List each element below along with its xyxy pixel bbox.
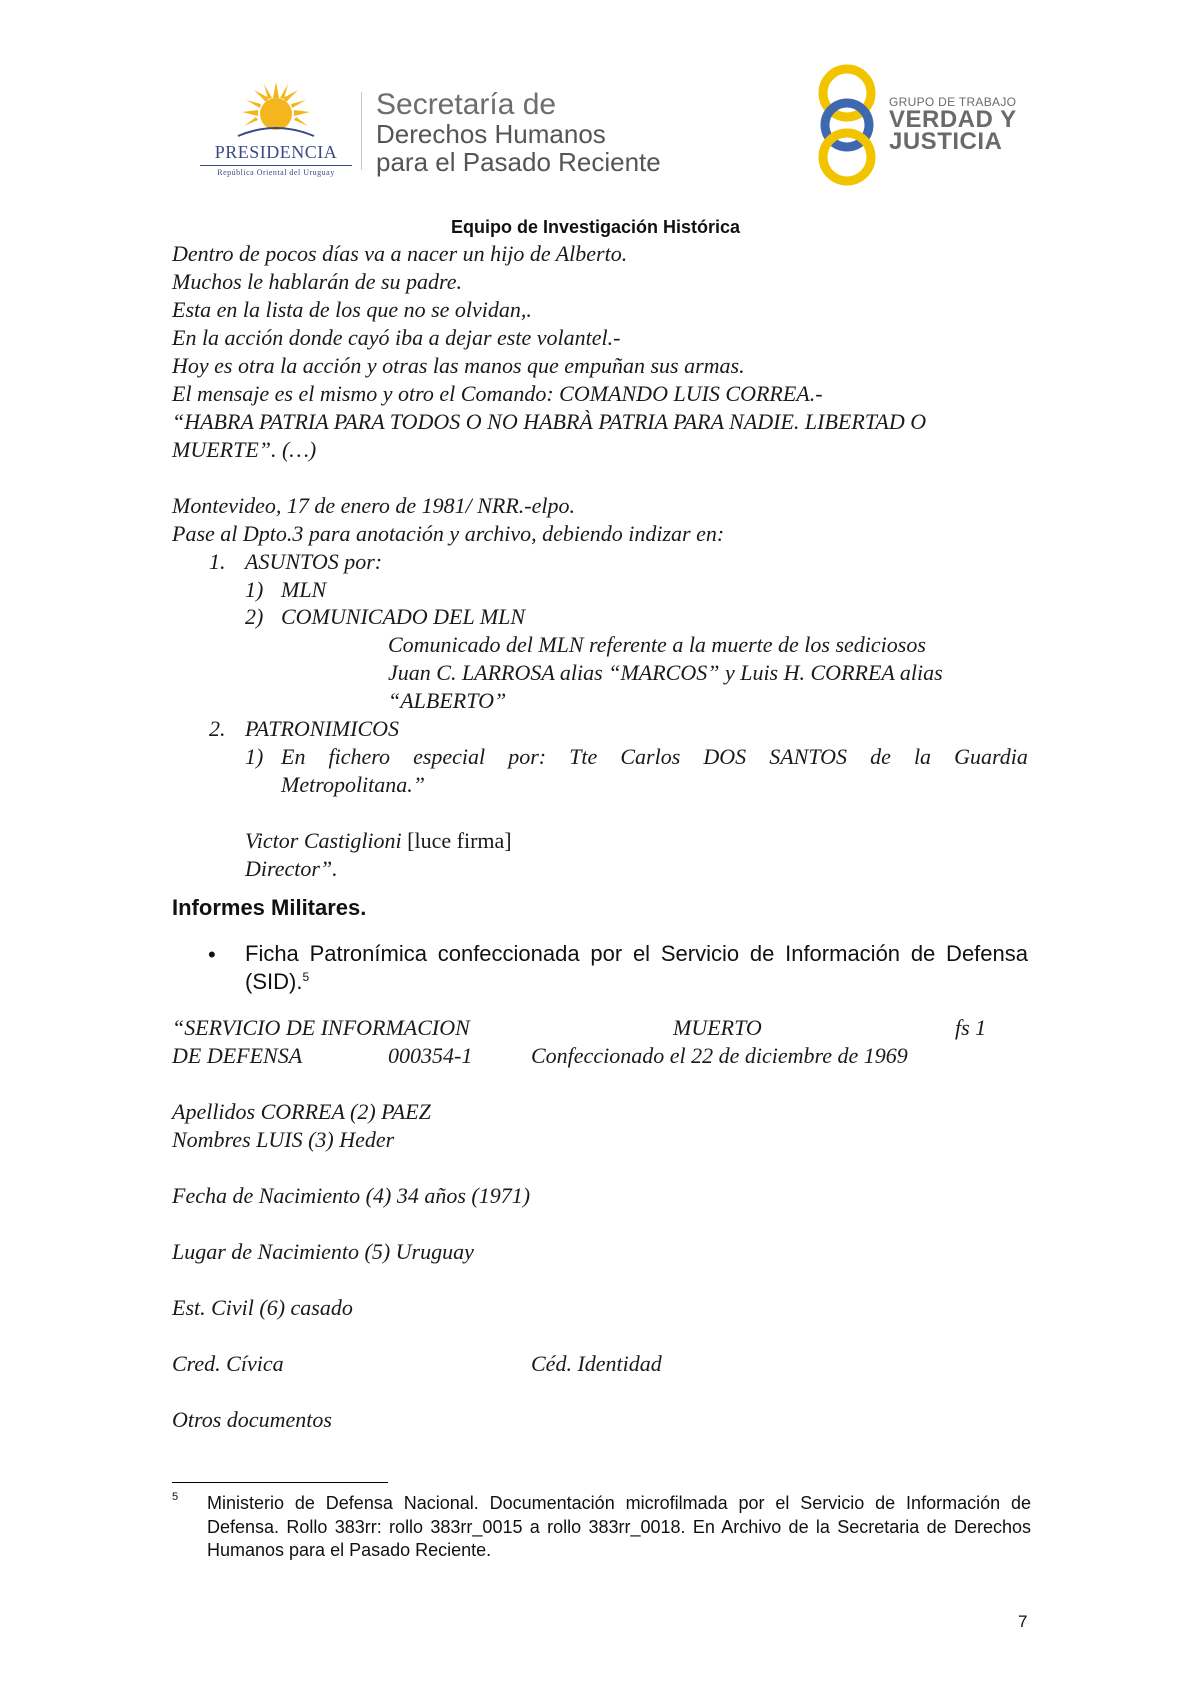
comunicado-line: Juan C. LARROSA alias “MARCOS” y Luis H. CORREA alias [388, 660, 943, 685]
quote-line: MUERTE”. (…) [172, 437, 317, 462]
footnote-number: 5 [172, 1491, 179, 1503]
word: Carlos [620, 744, 681, 769]
sublist-num: 2) [245, 604, 264, 629]
ficha-apellidos: Apellidos CORREA (2) PAEZ [172, 1099, 431, 1124]
sublist-num: 1) [245, 744, 264, 769]
gtvj-text [889, 95, 1017, 153]
page-number: 7 [1018, 1612, 1028, 1631]
memo-instruction: Pase al Dpto.3 para anotación y archivo, debiendo indizar en: [172, 521, 725, 546]
ficha-header-2: DE DEFENSA [172, 1043, 303, 1068]
quote-line: El mensaje es el mismo y otro el Comando: COMANDO LUIS CORREA.- [172, 381, 823, 406]
presidencia-logo [196, 80, 356, 184]
gtvj-logo [815, 63, 1025, 187]
footnote-rule [172, 1482, 388, 1483]
secretaria-line-2: Derechos Humanos [376, 119, 606, 149]
bullet-text-body: Ficha Patronímica confeccionada por el Servicio de Información de Defensa (SID). [245, 941, 1028, 994]
quote-line: “HABRA PATRIA PARA TODOS O NO HABRÀ PATRIA PARA NADIE. LIBERTAD O [172, 409, 927, 434]
ficha-fecha-nac: Fecha de Nacimiento (4) 34 años (1971) [172, 1183, 531, 1208]
signer-line [245, 827, 512, 855]
word: especial [413, 744, 486, 769]
comunicado-line: “ALBERTO” [388, 688, 507, 713]
quote-line: Muchos le hablarán de su padre. [172, 269, 463, 294]
ficha-status: MUERTO [673, 1015, 762, 1040]
word: de [870, 744, 891, 769]
comunicado-line: Comunicado del MLN referente a la muerte de los sediciosos [388, 632, 926, 657]
signer-title: Director”. [245, 856, 338, 881]
sublist-label-comunicado: COMUNICADO DEL MLN [281, 604, 526, 629]
team-heading: Equipo de Investigación Histórica [450, 217, 741, 237]
quote-line: Esta en la lista de los que no se olvidan,. [172, 297, 532, 322]
ficha-folio: fs 1 [955, 1015, 987, 1040]
list-num: 1. [209, 549, 226, 574]
sublist-label-mln: MLN [281, 577, 327, 602]
word: DOS [703, 744, 747, 769]
word: Tte [569, 744, 598, 769]
presidencia-label: PRESIDENCIA [214, 142, 338, 162]
sun-icon [236, 80, 316, 146]
presidencia-sublabel: República Oriental del Uruguay [217, 168, 335, 177]
secretaria-line-3: para el Pasado Reciente [376, 147, 661, 177]
gtvj-line-1: GRUPO DE TRABAJO [889, 95, 1017, 109]
bullet-text [245, 940, 1028, 996]
footnote-text: Ministerio de Defensa Nacional. Documentación microfilmada por el Servicio de Información de Defensa. Rollo 383rr: rollo 383rr_0015 a rollo 383rr_0018. En Archivo de la Secretaria de Derechos Humanos para el Pasado Reciente. [207, 1493, 1031, 1560]
list-label-asuntos: ASUNTOS por: [245, 549, 383, 574]
ficha-est-civil: Est. Civil (6) casado [172, 1295, 353, 1320]
word: fichero [328, 744, 391, 769]
word: En [281, 744, 306, 769]
ficha-number: 000354-1 [388, 1043, 473, 1068]
ficha-otros-docs: Otros documentos [172, 1407, 332, 1432]
header-divider [361, 92, 362, 170]
ficha-cred-civica: Cred. Cívica [172, 1351, 284, 1376]
word: por: [508, 744, 547, 769]
rings-icon [815, 63, 885, 187]
sublist-num: 1) [245, 577, 264, 602]
list-num: 2. [209, 716, 226, 741]
signer-name: Victor Castiglioni [245, 828, 402, 853]
gtvj-line-2: VERDAD Y [889, 106, 1017, 133]
quote-line: Dentro de pocos días va a nacer un hijo de Alberto. [172, 241, 628, 266]
gtvj-line-3: JUSTICIA [889, 128, 1003, 155]
signer-note: [luce firma] [407, 828, 512, 853]
ficha-header-1: “SERVICIO DE INFORMACION [172, 1015, 470, 1040]
sublist-fichero-line [281, 743, 1028, 771]
word: SANTOS [769, 744, 848, 769]
presidencia-divider [200, 165, 352, 166]
ficha-date: Confeccionado el 22 de diciembre de 1969 [531, 1043, 908, 1068]
section-heading: Informes Militares. [172, 895, 367, 920]
memo-date-line: Montevideo, 17 de enero de 1981/ NRR.-elpo. [172, 493, 576, 518]
bullet-icon: • [208, 942, 216, 967]
ficha-nombres: Nombres LUIS (3) Heder [172, 1127, 395, 1152]
secretaria-title [376, 90, 661, 176]
word: Guardia [954, 744, 1028, 769]
sublist-fichero-line-2: Metropolitana.” [281, 772, 426, 797]
ficha-lugar-nac: Lugar de Nacimiento (5) Uruguay [172, 1239, 474, 1264]
word: la [913, 744, 932, 769]
quote-line: En la acción donde cayó iba a dejar este volantel.- [172, 325, 621, 350]
ficha-ced-identidad: Céd. Identidad [531, 1351, 662, 1376]
footnote-ref: 5 [302, 970, 310, 984]
list-label-patronimicos: PATRONIMICOS [245, 716, 399, 741]
quote-line: Hoy es otra la acción y otras las manos que empuñan sus armas. [172, 353, 745, 378]
secretaria-line-1: Secretaría de [376, 88, 557, 121]
